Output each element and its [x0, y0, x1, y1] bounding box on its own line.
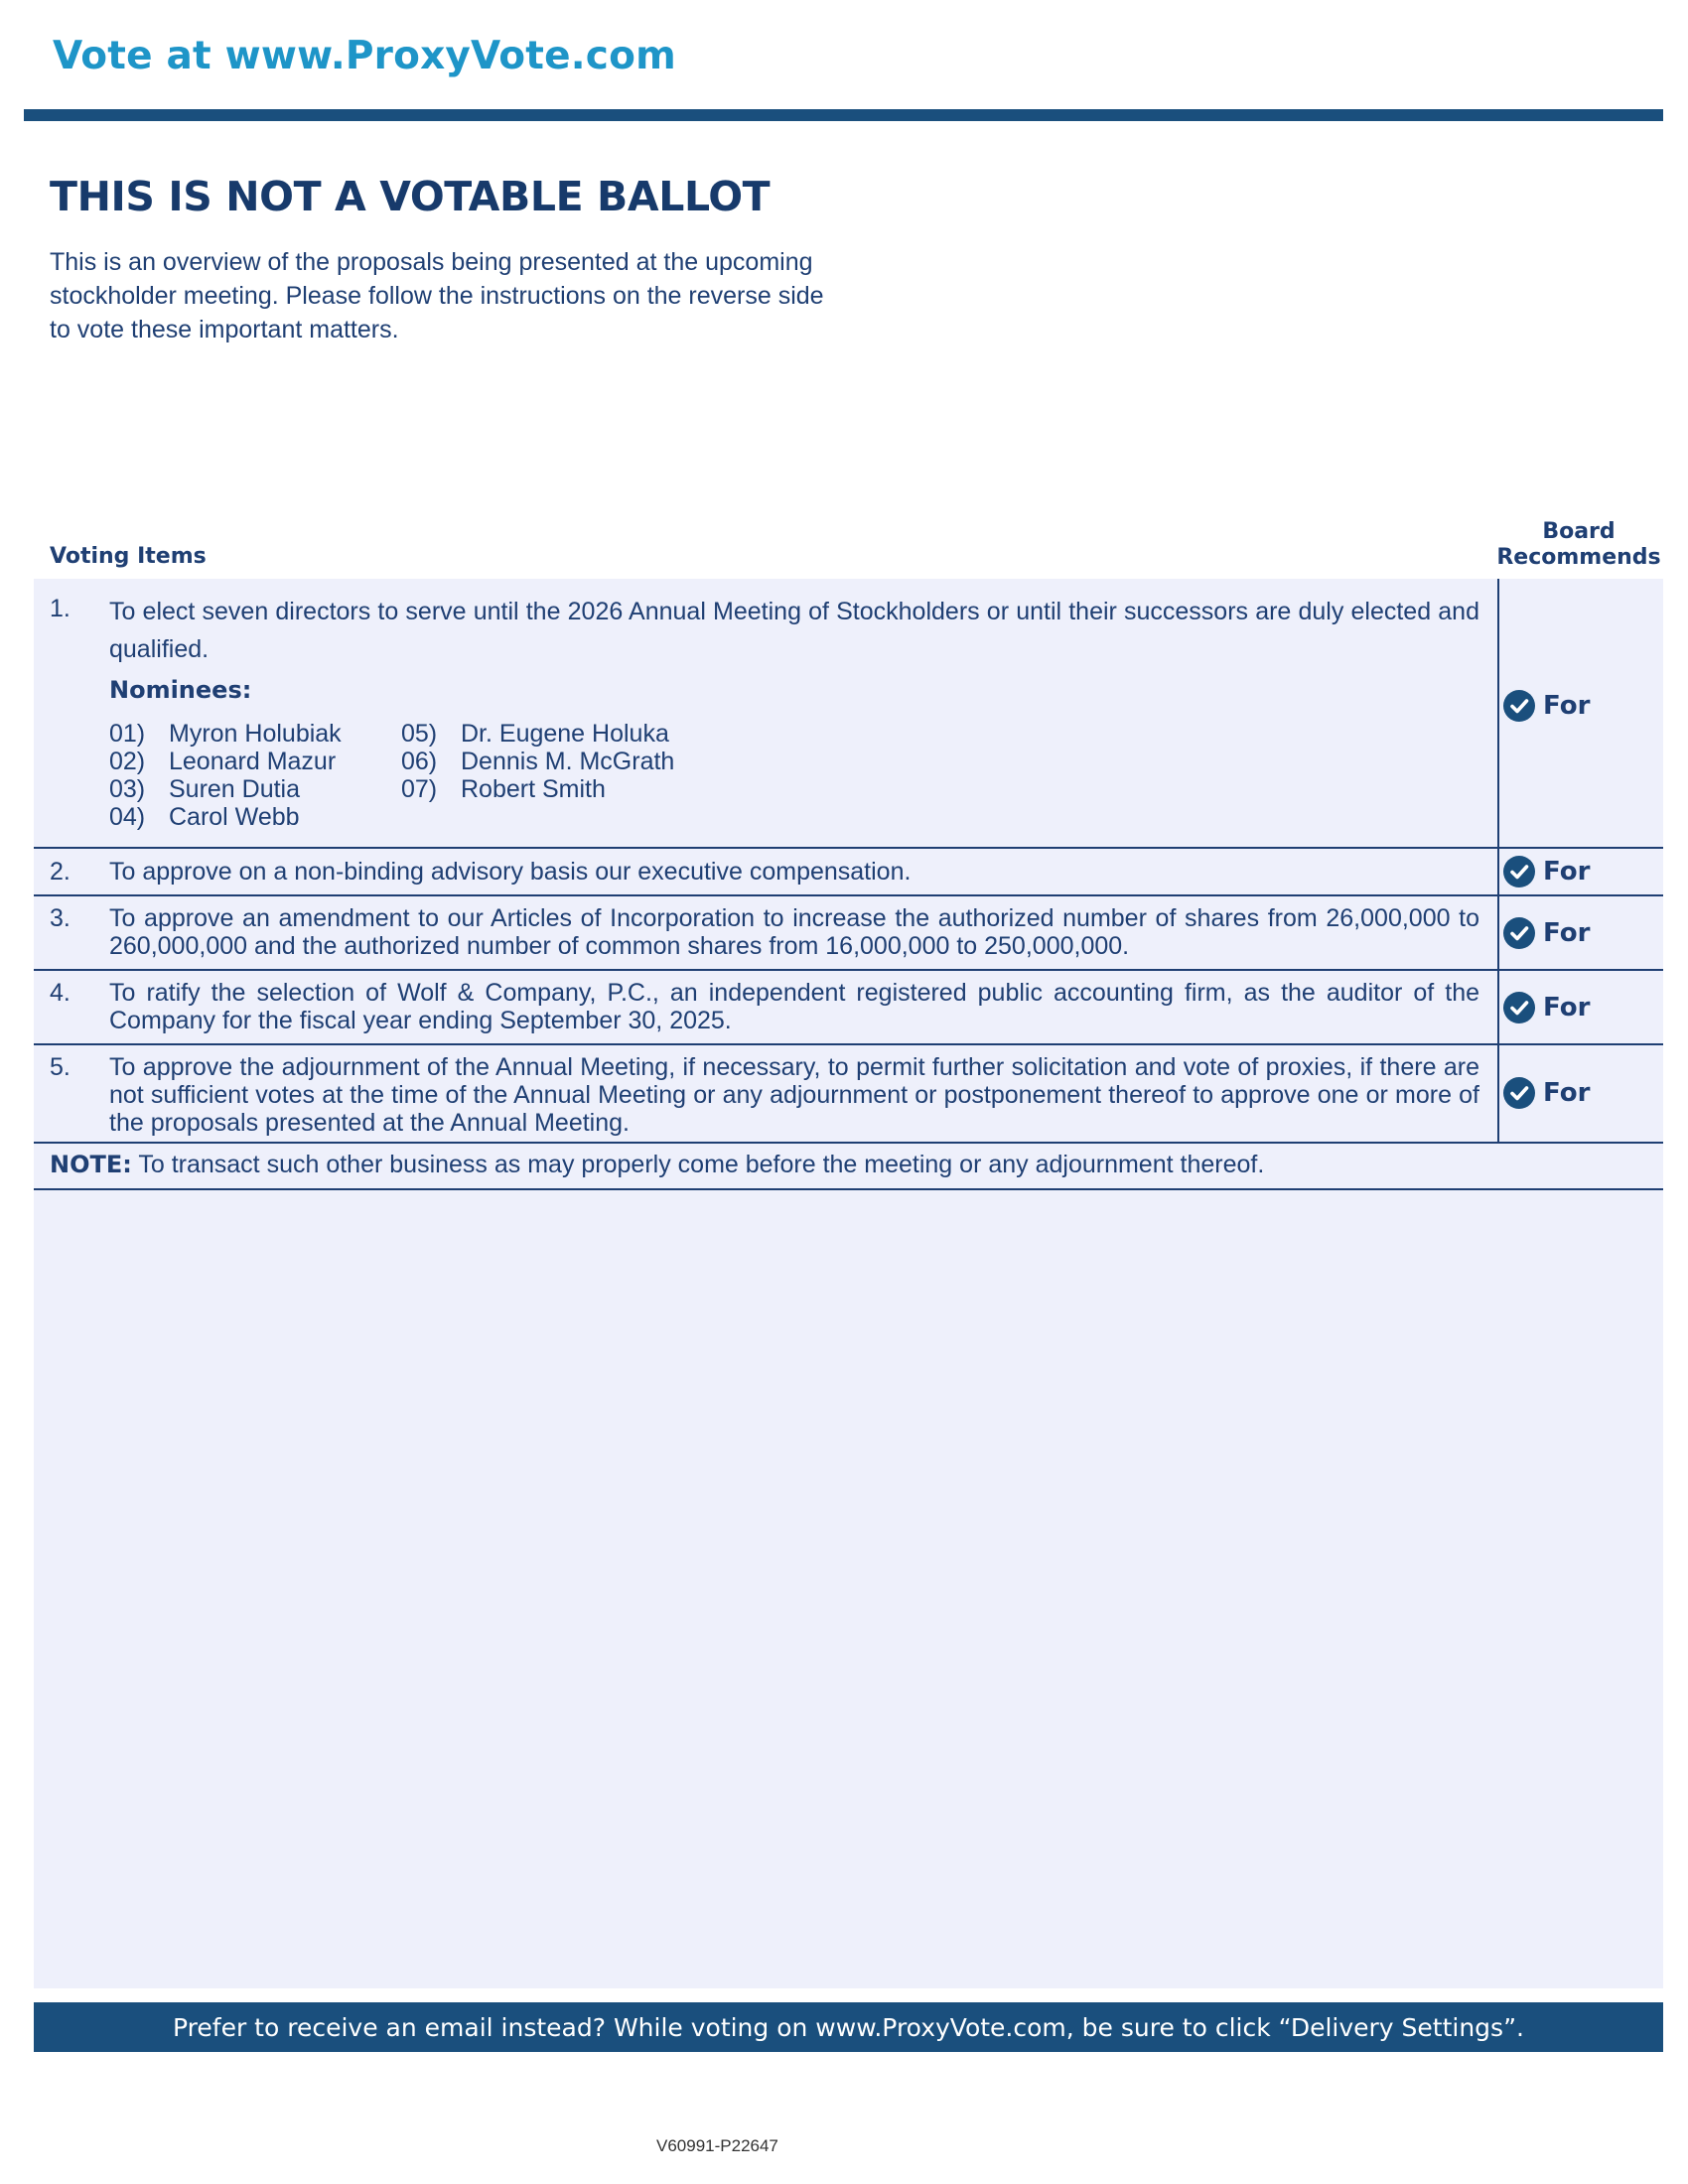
item-text: To approve on a non-binding advisory basis our executive compensation.: [109, 858, 912, 886]
page-title: THIS IS NOT A VOTABLE BALLOT: [50, 173, 771, 220]
check-circle-icon: [1503, 690, 1535, 722]
nominee-name: Dr. Eugene Holuka: [461, 720, 669, 748]
voting-items-heading: Voting Items: [50, 544, 207, 569]
nominee: [109, 775, 300, 803]
nominee-number: 06): [401, 748, 438, 775]
nominee-number: 03): [109, 775, 146, 803]
note-body: To transact such other business as may properly come before the meeting or any adjournment thereof.: [131, 1151, 1265, 1178]
nominee-name: Myron Holubiak: [169, 720, 342, 748]
nominee: [109, 720, 342, 748]
nominee: [401, 775, 606, 803]
column-divider: [1497, 971, 1499, 1043]
nominee: [401, 720, 669, 748]
item-text: To approve the adjournment of the Annual Meeting, if necessary, to permit further solicitation and vote of proxies, if there are not sufficient votes at the time of the Annual Meeting or any adjournment or postponement thereof to approve one or more of the proposals presented at the Annual Meeting.: [109, 1053, 1479, 1137]
column-divider: [1497, 896, 1499, 969]
column-divider: [1497, 579, 1499, 847]
recommendation-label: For: [1543, 691, 1591, 721]
nominee-number: 01): [109, 720, 146, 748]
board-heading-line2: Recommends: [1496, 545, 1661, 570]
voting-item-5: [34, 1045, 1663, 1144]
item-number: 2.: [50, 858, 70, 886]
header-rule: [24, 109, 1663, 121]
item-number: 4.: [50, 979, 70, 1007]
check-circle-icon: [1503, 1077, 1535, 1109]
note-row: [34, 1144, 1663, 1190]
note-label: NOTE:: [50, 1151, 132, 1178]
board-recommendation: [1503, 992, 1590, 1024]
board-recommendation: [1503, 917, 1590, 949]
vote-header: Vote at www.ProxyVote.com: [53, 34, 676, 78]
recommendation-label: For: [1543, 993, 1591, 1023]
item-number: 1.: [50, 595, 70, 622]
item-text: To ratify the selection of Wolf & Company, P.C., an independent registered public accounting firm, as the auditor of the Company for the fiscal year ending September 30, 2025.: [109, 979, 1479, 1034]
check-circle-icon: [1503, 856, 1535, 887]
nominee-name: Leonard Mazur: [169, 748, 337, 775]
nominee-name: Suren Dutia: [169, 775, 301, 803]
recommendation-label: For: [1543, 918, 1591, 948]
voting-item-4: [34, 971, 1663, 1045]
voting-item-3: [34, 896, 1663, 971]
nominee-number: 04): [109, 803, 146, 831]
item-text: To approve an amendment to our Articles of Incorporation to increase the authorized number of shares from 26,000,000 to 260,000,000 and the authorized number of common shares from 16,000,000 to 250,000,000.: [109, 904, 1479, 960]
board-heading-line1: Board: [1542, 519, 1616, 544]
item-number: 5.: [50, 1053, 70, 1081]
board-recommendation: [1503, 1077, 1590, 1109]
item-text: To elect seven directors to serve until the 2026 Annual Meeting of Stockholders or until their successors are duly elected and qualified.: [109, 598, 1479, 663]
check-circle-icon: [1503, 992, 1535, 1024]
nominee-name: Carol Webb: [169, 803, 300, 831]
nominee-name: Dennis M. McGrath: [461, 748, 675, 775]
check-circle-icon: [1503, 917, 1535, 949]
voting-item-2: [34, 849, 1663, 896]
recommendation-label: For: [1543, 857, 1591, 887]
board-recommendation: [1503, 690, 1590, 722]
column-divider: [1497, 1045, 1499, 1142]
nominee: [109, 803, 300, 831]
board-recommends-heading: [1489, 519, 1668, 571]
document-code: V60991-P22647: [656, 2136, 778, 2155]
item-number: 3.: [50, 904, 70, 932]
column-divider: [1497, 849, 1499, 894]
note-text: [50, 1151, 1264, 1179]
nominee: [109, 748, 336, 775]
nominees-label: Nominees:: [109, 676, 252, 704]
footer-text: Prefer to receive an email instead? While voting on www.ProxyVote.com, be sure to click “Delivery Settings”.: [173, 2012, 1524, 2042]
voting-item-1: [34, 579, 1663, 849]
nominee-number: 07): [401, 775, 438, 803]
board-recommendation: [1503, 856, 1590, 887]
nominee-name: Robert Smith: [461, 775, 606, 803]
nominee-number: 05): [401, 720, 438, 748]
nominee-number: 02): [109, 748, 146, 775]
recommendation-label: For: [1543, 1078, 1591, 1108]
nominee: [401, 748, 674, 775]
footer-banner: [34, 2002, 1663, 2052]
intro-text: This is an overview of the proposals being presented at the upcoming stockholder meeting. Please follow the instructions on the reverse side to vote these important matters.: [50, 248, 824, 343]
